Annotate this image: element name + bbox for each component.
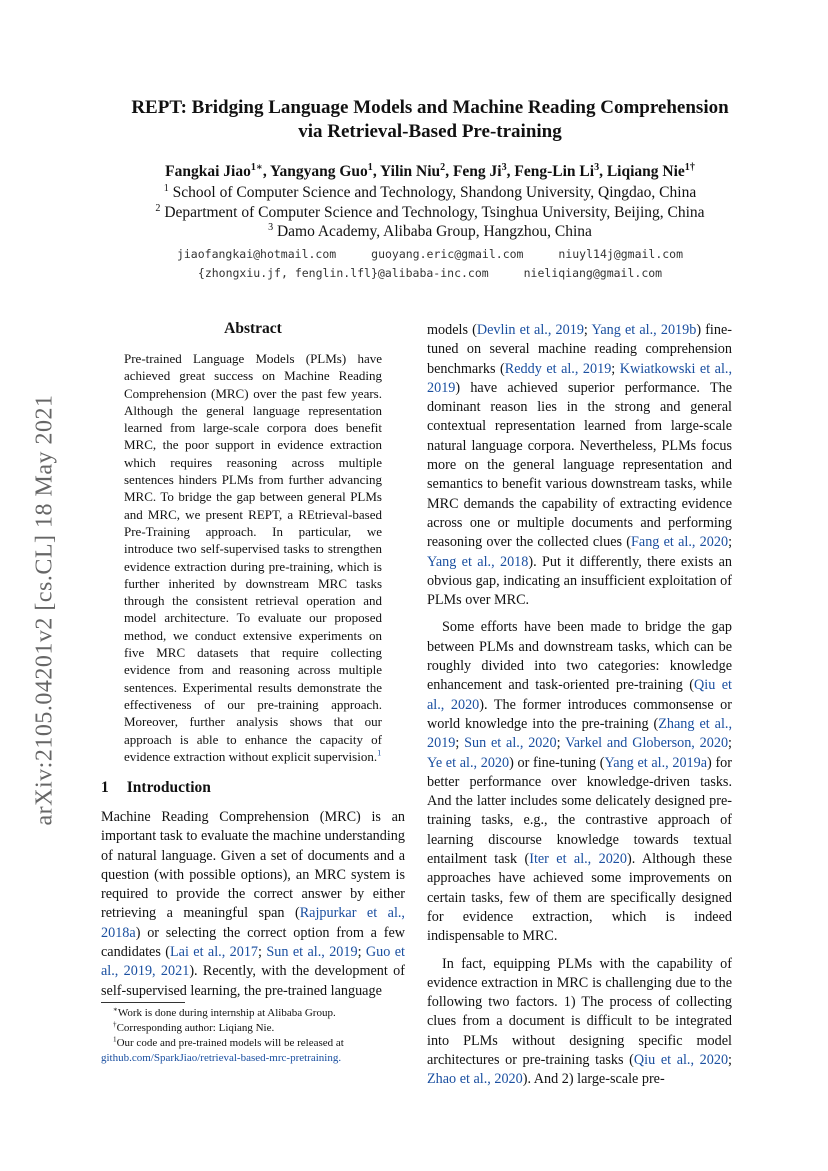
section-heading-introduction bbox=[101, 779, 211, 797]
author-list: Fangkai Jiao$^{1∗}$, Yangyang Guo$^1$, Yilin Niu$^2$, Feng Ji$^3$, Feng-Lin Li$^3$, Liqiang Nie$^{1\dagger}$ bbox=[165, 161, 695, 180]
footnote-1: ∗Work is done during internship at Alibaba Group. bbox=[113, 1005, 336, 1019]
code-repo-link[interactable]: github.com/SparkJiao/retrieval-based-mrc-pretraining bbox=[101, 1052, 339, 1064]
affiliation-2 bbox=[80, 203, 780, 223]
section-title: Introduction bbox=[126, 779, 211, 796]
abstract-heading: Abstract bbox=[224, 320, 282, 337]
email[interactable]: niuyl14j@gmail.com bbox=[558, 247, 684, 261]
affiliation-text: Department of Computer Science and Technology, Tsinghua University, Beijing, China bbox=[164, 204, 705, 221]
paragraph: Some efforts have been made to bridge the gap between PLMs and downstream tasks, which can be roughly divided into two categories: knowledge enhancement and task-oriented pre-training (Qiu et al., 2020). The former introduces commonsense or world knowledge into the pre-training (Zhang et al., 2019; Sun et al., 2020; Varkel and Globerson, 2020; Ye et al., 2020) or fine-tuning (Yang et al., 2019a) for better performance over knowledge-driven tasks. And the latter includes some delicately designed pre-training tasks, e.g., the contrastive approach of learning discourse knowledge towards textual entailment task (Iter et al., 2020). Although these approaches have achieved some improvements on certain tasks, few of them are specifically designed for evidence extraction, which is indeed indispensable to MRC. bbox=[427, 619, 732, 945]
citation-link[interactable]: Fang et al., 2020 bbox=[631, 534, 729, 551]
citation-link[interactable]: Zhao et al., 2020 bbox=[427, 1071, 523, 1088]
author-name: Liqiang Nie bbox=[606, 163, 685, 180]
citation-link[interactable]: Yang et al., 2019b bbox=[591, 322, 697, 338]
email[interactable]: {zhongxiu.jf, fenglin.lfl}@alibaba-inc.com bbox=[197, 266, 489, 280]
footnote-url-line: github.com/SparkJiao/retrieval-based-mrc-pretraining. bbox=[101, 1052, 342, 1064]
author-mark: 1∗ bbox=[250, 161, 263, 173]
affiliation-mark: 3 bbox=[268, 221, 274, 233]
paragraph: In fact, equipping PLMs with the capability of evidence extraction in MRC is challenging due to the following two factors. 1) The process of collecting clues from a document is difficult to be integrated into PLMs without designing specific model architectures or pre-training tasks (Qiu et al., 2020; Zhao et al., 2020). And 2) large-scale pre- bbox=[427, 955, 732, 1088]
title-line-1: REPT: Bridging Language Models and Machine Reading Comprehension bbox=[131, 97, 729, 118]
email[interactable]: jiaofangkai@hotmail.com bbox=[176, 247, 337, 261]
citation-link[interactable]: Sun et al., 2020 bbox=[464, 735, 557, 752]
email[interactable]: nieliqiang@gmail.com bbox=[523, 266, 663, 280]
affiliation-text: School of Computer Science and Technology, Shandong University, Qingdao, China bbox=[172, 184, 697, 201]
footnote-2: †Corresponding author: Liqiang Nie. bbox=[113, 1020, 275, 1034]
author-name: Feng-Lin Li bbox=[514, 163, 595, 180]
arxiv-identifier: arXiv:2105.04201v2 [cs.CL] 18 May 2021 bbox=[31, 394, 58, 826]
citation-link[interactable]: Sun et al., 2019 bbox=[266, 944, 358, 961]
title-line-2: via Retrieval-Based Pre-training bbox=[298, 121, 562, 142]
affiliation-text: Damo Academy, Alibaba Group, Hangzhou, China bbox=[276, 223, 592, 240]
affiliation-mark: 2 bbox=[155, 202, 161, 214]
author-mark: 2 bbox=[440, 161, 446, 173]
citation-link[interactable]: Iter et al., 2020 bbox=[529, 851, 627, 868]
footnote-3: $^1$Our code and pre-trained models will be released at bbox=[113, 1035, 344, 1049]
affiliation-mark: 1 bbox=[163, 182, 169, 194]
citation-link[interactable]: Kwiatkowski et al., 2019 bbox=[427, 360, 732, 396]
email[interactable]: guoyang.eric@gmail.com bbox=[371, 247, 524, 261]
citation-link[interactable]: Qiu et al., 2020 bbox=[633, 1051, 729, 1068]
author-name: Yilin Niu bbox=[380, 163, 441, 180]
author-name: Feng Ji bbox=[452, 163, 502, 180]
affiliation-1 bbox=[80, 183, 780, 203]
paragraph: Machine Reading Comprehension (MRC) is an important task to evaluate the machine understanding of natural language. Given a set of documents and a question (with possible options), an MRC system is required to provide the correct answer by either retrieving a meaningful span (Rajpurkar et al., 2018a) or selecting the correct option from a few candidates (Lai et al., 2017; Sun et al., 2019; Guo et al., 2019, 2021). Recently, with the development of self-supervised learning, the pre-trained language bbox=[101, 809, 405, 999]
abstract-text: Pre-trained Language Models (PLMs) have achieved great success on Machine Reading Comprehension (MRC) over the past few years. Although the general language representation learned from large-scale corpora does benefit MRC, the poor support in evidence extraction which requires reasoning across multiple sentences hinders PLMs from further advancing MRC. To bridge the gap between general PLMs and MRC, we present REPT, a REtrieval-based Pre-Training approach. In particular, we introduce two self-supervised tasks to strengthen evidence extraction during pre-training, which is further inherited by downstream MRC tasks through the consistent retrieval operation and model architecture. To evaluate our proposed method, we conduct extensive experiments on five MRC datasets that require collecting evidence from and reasoning across multiple sentences. Experimental results demonstrate the effectiveness of our pre-training approach. Moreover, further analysis shows that our approach is able to enhance the capacity of evidence extraction without explicit supervision. bbox=[124, 351, 382, 764]
paper-title bbox=[80, 96, 780, 144]
author-mark: 1 bbox=[367, 161, 373, 173]
citation-link[interactable]: Devlin et al., 2019 bbox=[476, 322, 584, 338]
paragraph: models (Devlin et al., 2019; Yang et al., 2019b) fine-tuned on several machine reading comprehension benchmarks (Reddy et al., 2019; Kwiatkowski et al., 2019) have achieved superior performance. The dominant reason lies in the strong and general contextual representation learned from large-scale natural language corpora. Nevertheless, PLMs focus more on the general language representation and semantics to benefit various downstream tasks, while MRC demands the capability of extracting evidence across one or multiple documents and performing reasoning over the collected clues (Fang et al., 2020; Yang et al., 2018). Put it differently, there exists an obvious gap, indicating an insufficient exploitation of PLMs over MRC. bbox=[427, 322, 733, 609]
author-name: Yangyang Guo bbox=[270, 163, 368, 180]
citation-link[interactable]: Yang et al., 2018 bbox=[427, 553, 529, 570]
footnotes bbox=[101, 1006, 405, 1066]
citation-link[interactable]: Lai et al., 2017 bbox=[170, 944, 259, 961]
affiliation-3 bbox=[80, 222, 780, 242]
citation-link[interactable]: Guo et al., 2019, 2021 bbox=[101, 944, 405, 980]
abstract-body bbox=[124, 350, 382, 765]
section-number: 1 bbox=[101, 779, 109, 796]
citation-link[interactable]: Yang et al., 2019a bbox=[604, 754, 708, 771]
citation-link[interactable]: Varkel and Globerson, 2020 bbox=[565, 735, 729, 752]
citation-link[interactable]: Rajpurkar et al., 2018a bbox=[101, 905, 405, 941]
citation-link[interactable]: Zhang et al., 2019 bbox=[427, 715, 732, 752]
citation-link[interactable]: Qiu et al., 2020 bbox=[427, 677, 732, 713]
arxiv-sidebar-label bbox=[20, 350, 70, 870]
author-mark: 1† bbox=[684, 161, 695, 173]
author-mark: 3 bbox=[594, 161, 600, 173]
intro-right-column bbox=[427, 321, 732, 1090]
author-name: Fangkai Jiao bbox=[165, 163, 251, 180]
author-mark: 3 bbox=[501, 161, 507, 173]
intro-left-column bbox=[101, 808, 405, 1001]
citation-link[interactable]: Ye et al., 2020 bbox=[427, 754, 510, 771]
citation-link[interactable]: Reddy et al., 2019 bbox=[504, 360, 612, 377]
footnote-ref[interactable]: 1 bbox=[377, 747, 382, 758]
email-line-2 bbox=[80, 264, 780, 282]
email-line-1 bbox=[80, 245, 780, 263]
footnote-divider bbox=[101, 1002, 185, 1003]
